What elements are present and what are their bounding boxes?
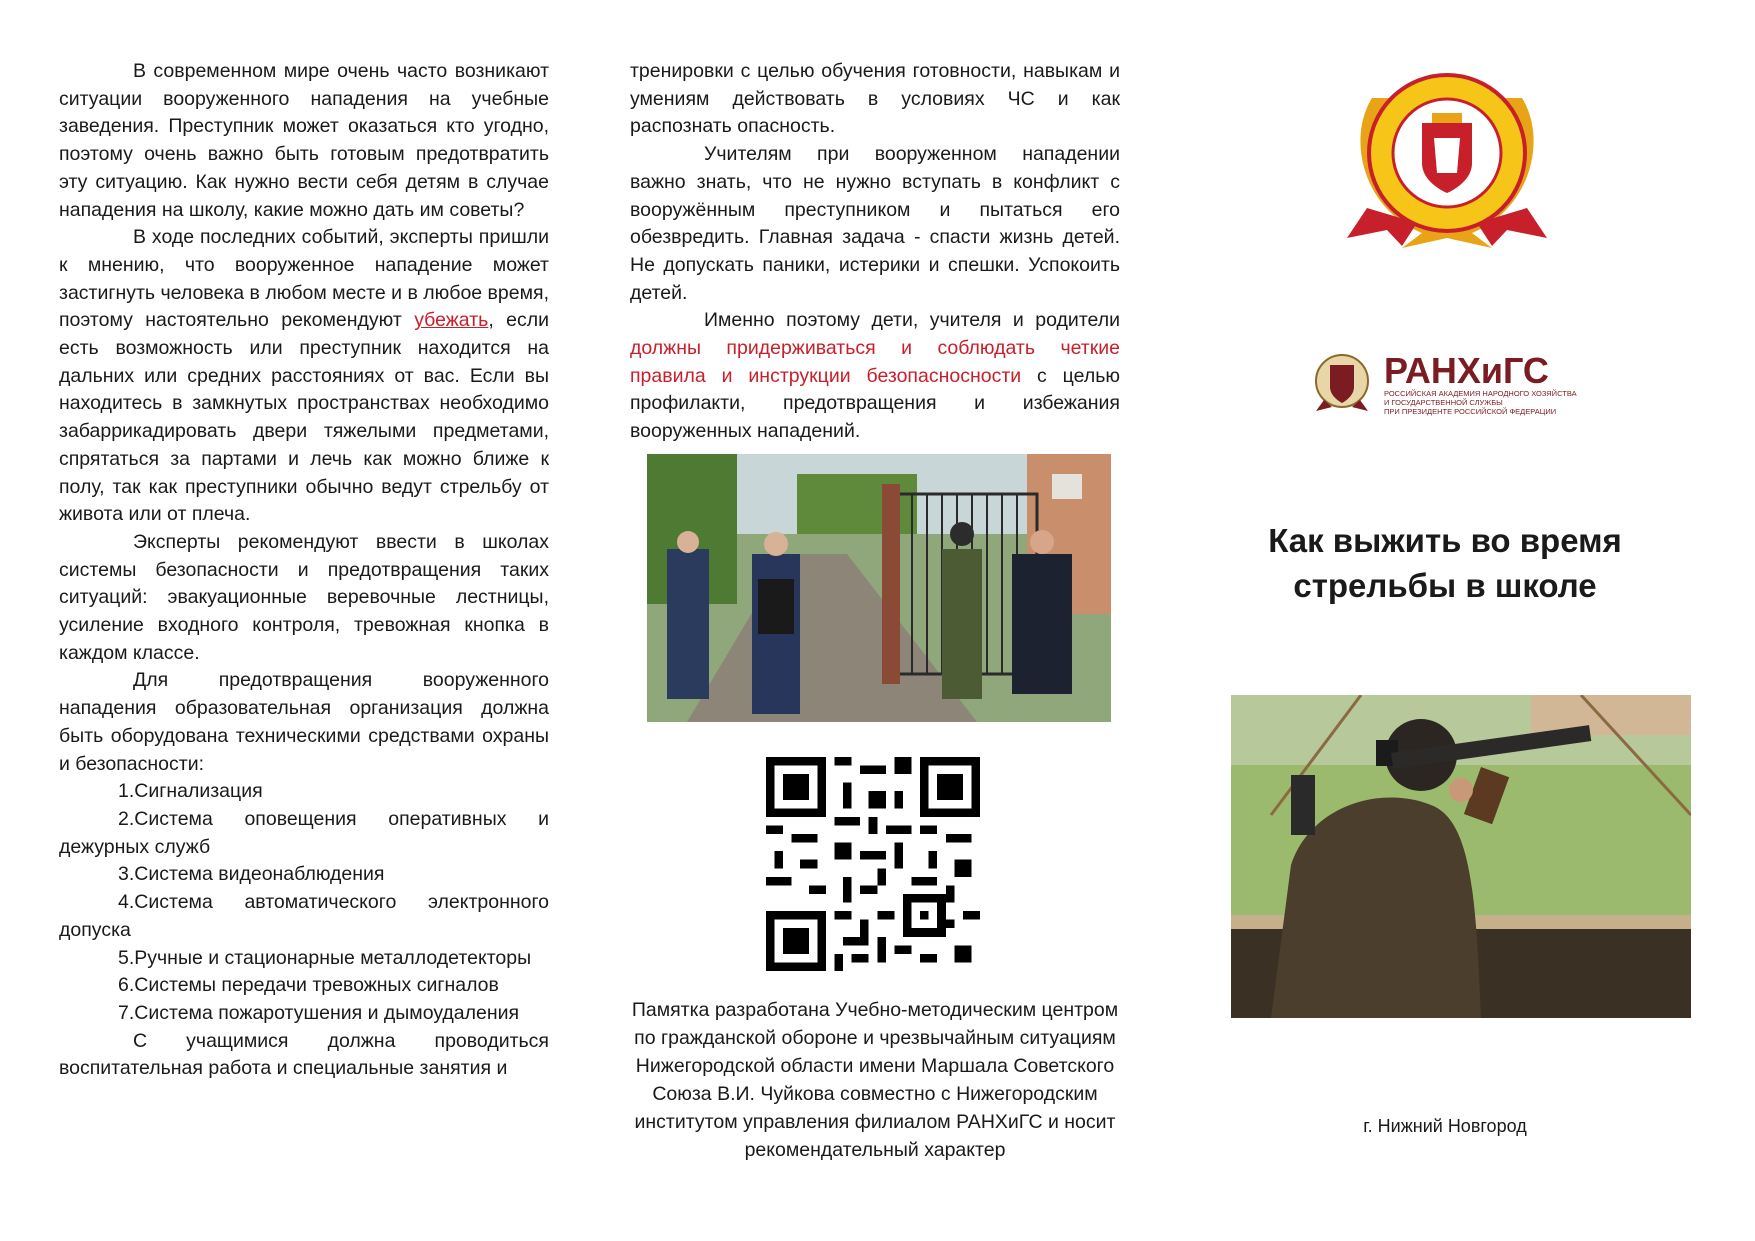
ranepa-logo (1310, 345, 1590, 420)
paragraph: Эксперты рекомендуют ввести в школах системы безопасности и предотвращения таких ситуаций: эвакуационные веревочные лестницы, усиление входного контроля, тревожная кнопка в каждом классе. (59, 530, 549, 664)
svg-text:РАНХиГС: РАНХиГС (1384, 350, 1549, 391)
brochure-title: Как выжить во время стрельбы в школе (1268, 522, 1622, 604)
list-item: 1.Сигнализация (118, 780, 263, 803)
school-gate-photo (647, 454, 1111, 722)
city-label: г. Нижний Новгород (1363, 1116, 1527, 1136)
paragraph: Именно поэтому дети, учителя и родители должны придерживаться и соблюдать четкие правила и инструкции безопасносности с целью профилакти, предотвращения и избежания вооруженных нападений. (630, 309, 1120, 443)
credits-text: Памятка разработана Учебно-методическим центром по гражданской обороне и чрезвычайным ситуациям Нижегородской области имени Маршала Советского Союза В.И. Чуйкова совместно с Нижегородским институтом управления филиалом РАНХиГС и носит рекомендательный характер (631, 999, 1119, 1161)
list-item: 4.Система автоматического электронного допуска (59, 891, 549, 941)
list-item: 7.Система пожаротушения и дымоудаления (118, 1001, 520, 1024)
svg-text:ПРИ ПРЕЗИДЕНТЕ РОССИЙСКОЙ ФЕДЕ: ПРИ ПРЕЗИДЕНТЕ РОССИЙСКОЙ ФЕДЕРАЦИИ (1384, 407, 1557, 416)
escape-link[interactable]: убежать (414, 309, 489, 332)
paragraph: тренировки с целью обучения готовности, навыкам и умениям действовать в условиях ЧС и как распознать опасность. (630, 60, 1120, 138)
paragraph: Учителям при вооруженном нападении важно знать, что не нужно вступать в конфликт с вооружённым преступником и пытаться его обезвредить. Главная задача - спасти жизнь детей. Не допускать паники, истерики и спешки. Успокоить детей. (630, 143, 1120, 304)
paragraph: Для предотвращения вооруженного нападения образовательная организация должна быть оборудована техническими средствами охраны и безопасности: (59, 669, 549, 775)
text-column-2 (630, 58, 1120, 446)
list-item: 2.Система оповещения оперативных и дежурных служб (59, 807, 549, 858)
list-item: 6.Системы передачи тревожных сигналов (118, 974, 499, 997)
list-item: 5.Ручные и стационарные металлодетекторы (118, 946, 532, 969)
paragraph: В ходе последних событий, эксперты пришли к мнению, что вооруженное нападение может застигнуть человека в любом месте и в любое время, поэтому настоятельно рекомендуют убежать, если есть возможность или преступник находится на дальних или средних расстояниях от вас. Если вы находитесь в замкнутых пространствах необходимо забаррикадировать двери тяжелыми предметами, спрятаться за партами и лечь как можно ближе к полу, так как преступники обычно ведут стрельбу от живота или от плеча. (59, 226, 550, 526)
paragraph: С учащимися должна проводиться воспитательная работа и специальные занятия и (59, 1029, 549, 1080)
svg-text:И ГОСУДАРСТВЕННОЙ СЛУЖБЫ: И ГОСУДАРСТВЕННОЙ СЛУЖБЫ (1384, 398, 1503, 407)
qr-code[interactable] (766, 757, 980, 971)
svg-text:РОССИЙСКАЯ АКАДЕМИЯ НАРОДНОГО: РОССИЙСКАЯ АКАДЕМИЯ НАРОДНОГО ХОЗЯЙСТВА (1384, 389, 1577, 398)
shooter-photo (1231, 695, 1691, 1018)
list-item: 3.Система видеонаблюдения (118, 863, 385, 886)
paragraph: В современном мире очень часто возникают ситуации вооруженного нападения на учебные заведения. Преступник может оказаться кто угодно, поэтому очень важно быть готовым предотвратить эту ситуацию. Как нужно вести себя детям в случае нападения на школу, какие можно дать им советы? (59, 60, 549, 221)
training-center-emblem (1342, 58, 1552, 254)
text-column-1 (59, 58, 549, 1083)
highlighted-text: должны придерживаться и соблюдать четкие правила и инструкции безопасносности (630, 337, 1120, 387)
